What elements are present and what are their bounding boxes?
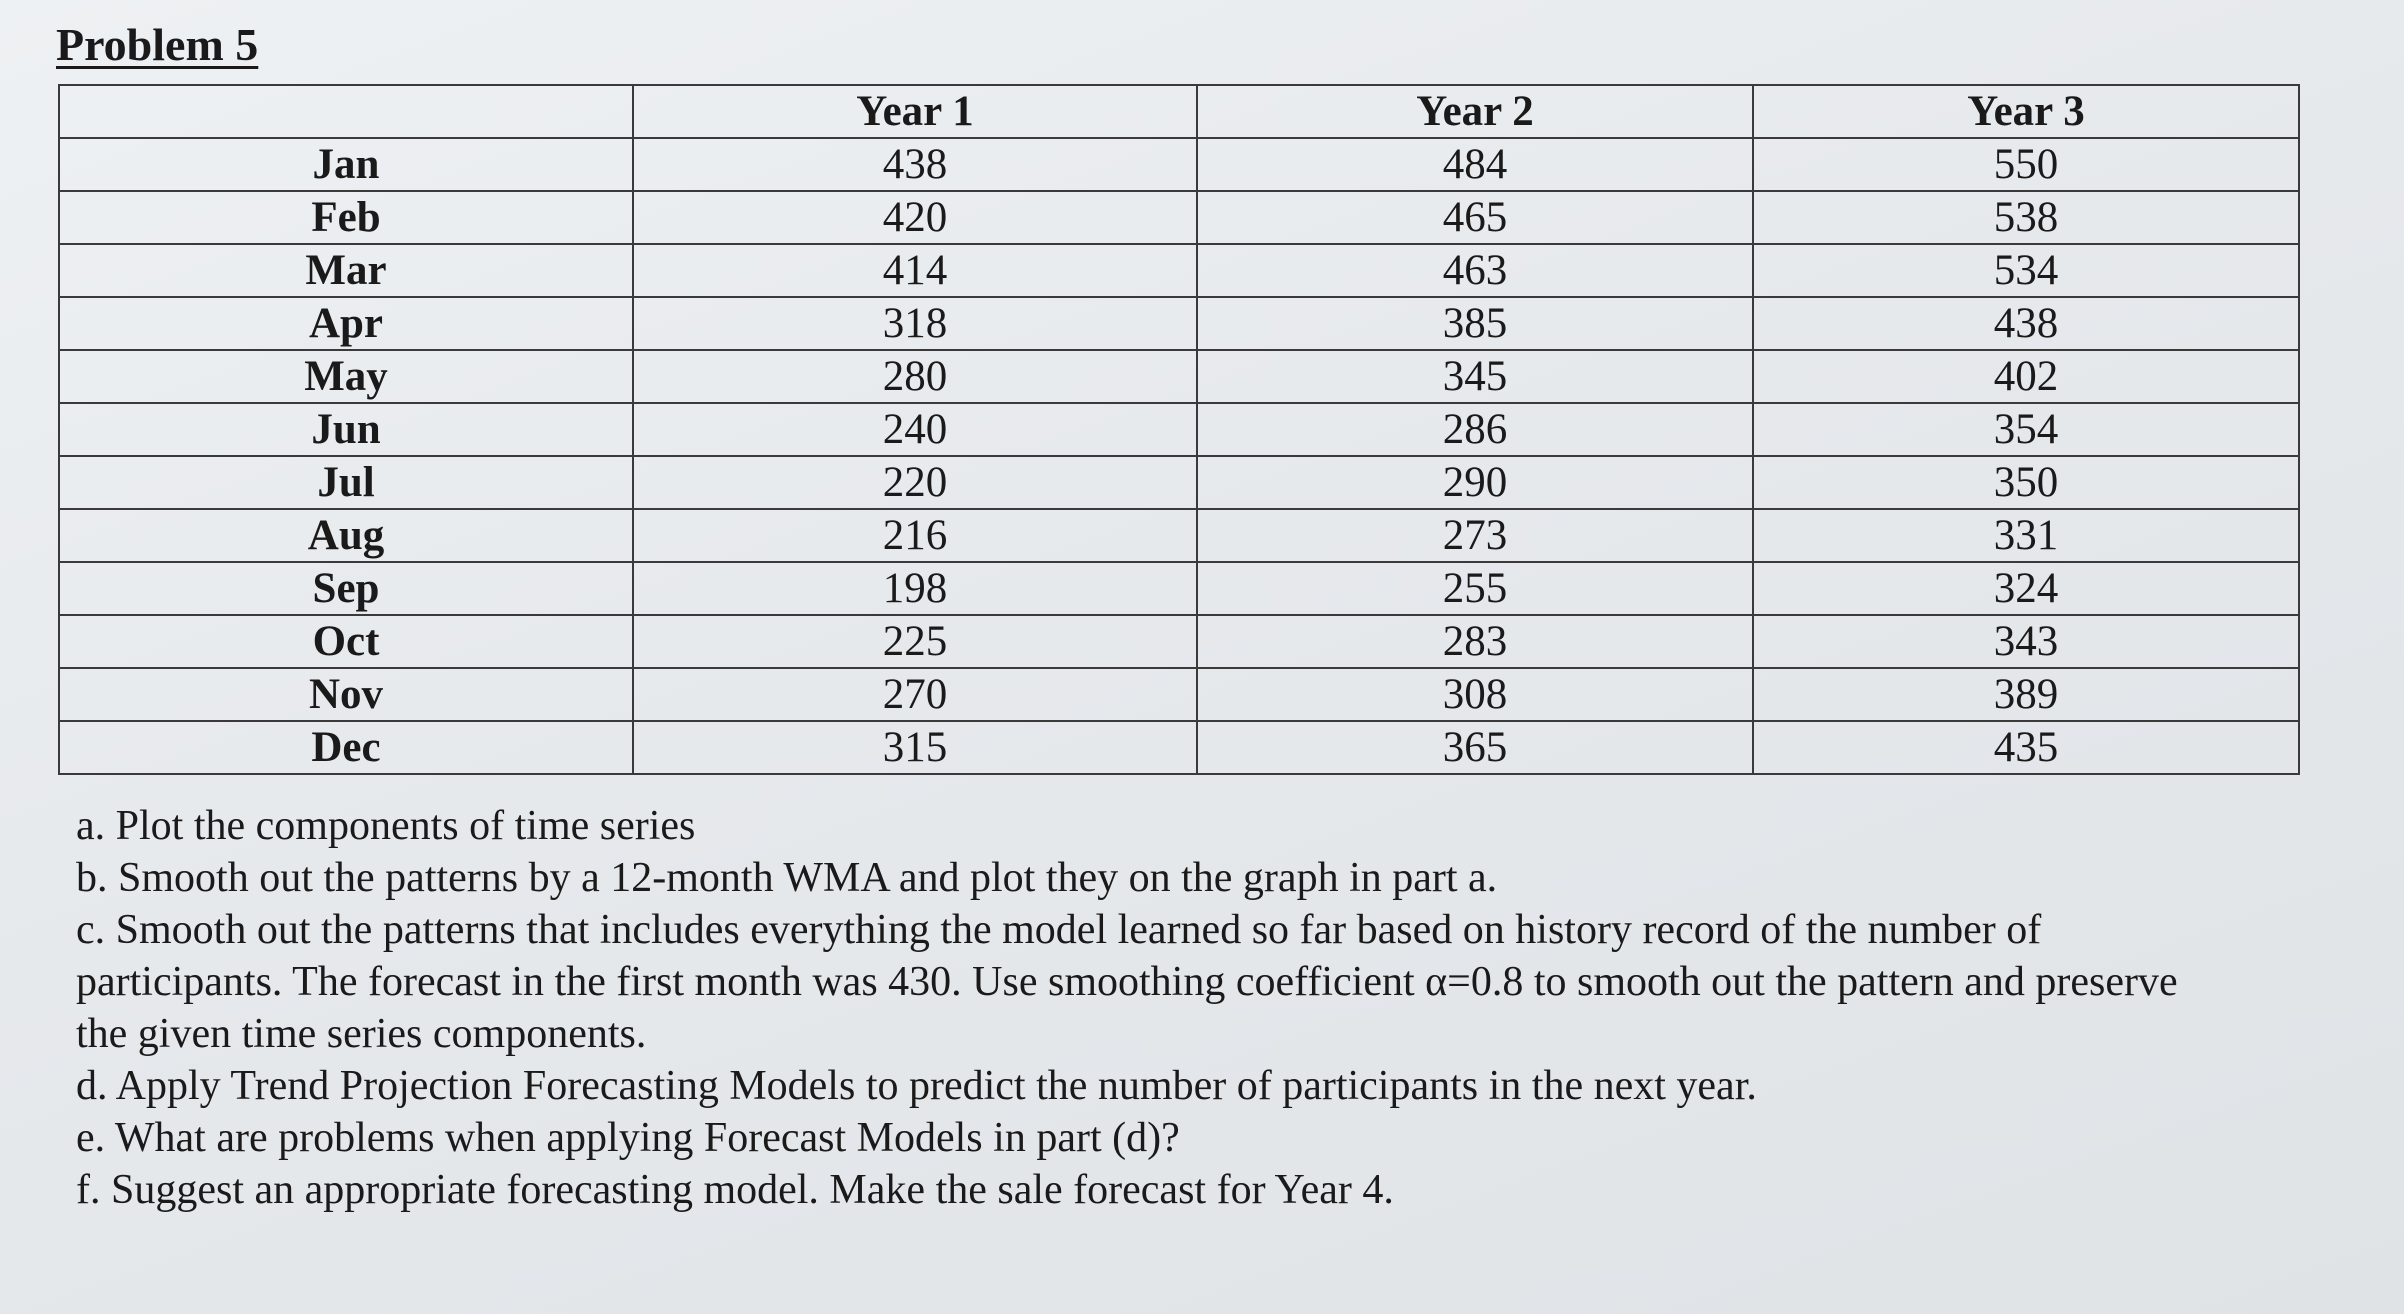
value-cell-year-2: 308 (1197, 668, 1753, 721)
value-cell-year-1: 420 (633, 191, 1197, 244)
question-e: e. What are problems when applying Forecast Models in part (d)? (76, 1115, 1180, 1161)
table-row (59, 403, 2299, 456)
value-cell-year-1: 240 (633, 403, 1197, 456)
table-row (59, 244, 2299, 297)
value-cell-year-1: 198 (633, 562, 1197, 615)
question-c: c. Smooth out the patterns that includes everything the model learned so far based on history record of the number of participants. The forecast in the first month was 430. Use smoothing coefficient α=0.8 to smooth out the pattern and preserve the given time series components. (76, 907, 2178, 1057)
month-cell: Oct (59, 615, 633, 668)
value-cell-year-2: 290 (1197, 456, 1753, 509)
value-cell-year-2: 283 (1197, 615, 1753, 668)
month-cell: Nov (59, 668, 633, 721)
month-cell: Apr (59, 297, 633, 350)
month-cell: Jul (59, 456, 633, 509)
value-cell-year-1: 318 (633, 297, 1197, 350)
value-cell-year-2: 484 (1197, 138, 1753, 191)
month-cell: Sep (59, 562, 633, 615)
value-cell-year-1: 315 (633, 721, 1197, 774)
question-a: a. Plot the components of time series (76, 803, 696, 849)
month-cell: May (59, 350, 633, 403)
month-cell: Feb (59, 191, 633, 244)
table-row (59, 191, 2299, 244)
value-cell-year-3: 550 (1753, 138, 2299, 191)
month-cell: Jun (59, 403, 633, 456)
value-cell-year-3: 354 (1753, 403, 2299, 456)
month-cell: Jan (59, 138, 633, 191)
table-header-row (59, 85, 2299, 138)
value-cell-year-2: 255 (1197, 562, 1753, 615)
value-cell-year-1: 280 (633, 350, 1197, 403)
table-row (59, 562, 2299, 615)
table-row (59, 138, 2299, 191)
data-table (58, 84, 2300, 775)
value-cell-year-2: 286 (1197, 403, 1753, 456)
header-cell-year-1: Year 1 (633, 85, 1197, 138)
header-cell-empty (59, 85, 633, 138)
value-cell-year-3: 331 (1753, 509, 2299, 562)
value-cell-year-1: 414 (633, 244, 1197, 297)
question-list (76, 800, 2236, 1216)
value-cell-year-3: 343 (1753, 615, 2299, 668)
header-cell-year-2: Year 2 (1197, 85, 1753, 138)
question-f: f. Suggest an appropriate forecasting model. Make the sale forecast for Year 4. (76, 1167, 1394, 1213)
table-row (59, 668, 2299, 721)
value-cell-year-1: 216 (633, 509, 1197, 562)
value-cell-year-2: 365 (1197, 721, 1753, 774)
table-row (59, 297, 2299, 350)
table-row (59, 456, 2299, 509)
value-cell-year-3: 389 (1753, 668, 2299, 721)
value-cell-year-3: 350 (1753, 456, 2299, 509)
question-d: d. Apply Trend Projection Forecasting Models to predict the number of participants in the next year. (76, 1063, 1757, 1109)
value-cell-year-2: 345 (1197, 350, 1753, 403)
month-cell: Dec (59, 721, 633, 774)
header-cell-year-3: Year 3 (1753, 85, 2299, 138)
value-cell-year-1: 220 (633, 456, 1197, 509)
value-cell-year-2: 385 (1197, 297, 1753, 350)
value-cell-year-3: 402 (1753, 350, 2299, 403)
month-cell: Mar (59, 244, 633, 297)
value-cell-year-3: 534 (1753, 244, 2299, 297)
table-row (59, 509, 2299, 562)
value-cell-year-3: 538 (1753, 191, 2299, 244)
question-b: b. Smooth out the patterns by a 12-month WMA and plot they on the graph in part a. (76, 855, 1498, 901)
value-cell-year-1: 270 (633, 668, 1197, 721)
month-cell: Aug (59, 509, 633, 562)
table-row (59, 615, 2299, 668)
value-cell-year-2: 273 (1197, 509, 1753, 562)
value-cell-year-1: 225 (633, 615, 1197, 668)
value-cell-year-2: 463 (1197, 244, 1753, 297)
value-cell-year-3: 324 (1753, 562, 2299, 615)
value-cell-year-3: 435 (1753, 721, 2299, 774)
value-cell-year-2: 465 (1197, 191, 1753, 244)
problem-title: Problem 5 (56, 19, 259, 70)
table-row (59, 350, 2299, 403)
value-cell-year-1: 438 (633, 138, 1197, 191)
table-row (59, 721, 2299, 774)
value-cell-year-3: 438 (1753, 297, 2299, 350)
